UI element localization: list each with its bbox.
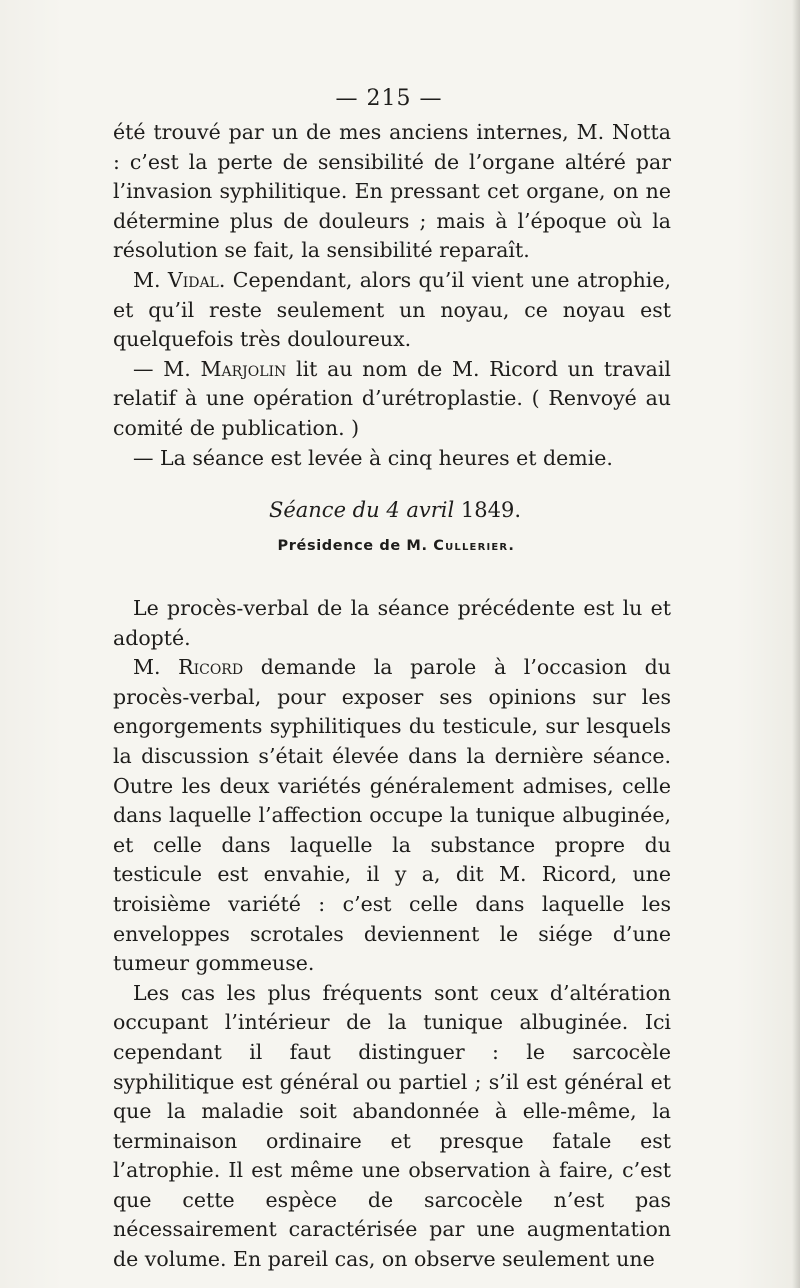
paragraph-continuation	[113, 118, 671, 266]
session-heading	[0, 498, 790, 522]
president-name: Cullerier	[433, 538, 509, 554]
paragraph-prefix: — M.	[133, 356, 201, 381]
paragraph-ricord	[113, 653, 671, 979]
speaker-name: Ricord	[178, 655, 244, 680]
presidency-suffix: .	[508, 538, 515, 554]
session-year: 1849.	[460, 498, 522, 522]
paragraph-text: . Cependant, alors qu’il vient une atrophie, et qu’il reste seulement un noyau, ce noyau est quelquefois très douloureux.	[113, 267, 671, 352]
speaker-name: Vidal	[167, 267, 219, 292]
paragraph-text: Le procès-verbal de la séance précédente est lu et adopté.	[113, 596, 671, 650]
paragraph-marjolin	[113, 355, 671, 444]
page-number: — 215 —	[335, 86, 443, 111]
paragraph-vidal	[113, 266, 671, 355]
paragraph-proces-verbal	[113, 594, 671, 653]
paragraph-text: lit au nom de M. Ricord un travail relatif à une opération d’urétroplastie. ( Renvoyé au comité de publication. )	[113, 356, 671, 440]
paragraph-cas-frequents	[113, 979, 671, 1275]
paragraph-closing	[113, 444, 671, 474]
paragraph-text: demande la parole à l’occasion du procès-verbal, pour exposer ses opinions sur les engorgements syphilitiques du testicule, sur lesquels la discussion s’était élevée dans la dernière séance. Outre les deux variétés généralement admises, celle dans laquelle l’affection occupe la tunique albuginée, et celle dans laquelle la substance propre du testicule est envahie, il y a, dit M. Ricord, une troisième variété : c’est celle dans laquelle les enveloppes scrotales deviennent le siége d’une tumeur gommeuse.	[113, 655, 671, 976]
paragraph-prefix: M.	[133, 655, 179, 680]
text-block-bottom	[113, 594, 671, 1275]
text-block-top	[113, 118, 671, 473]
speaker-name: Marjolin	[200, 356, 287, 381]
presidency-heading	[0, 538, 792, 554]
paragraph-prefix: M.	[133, 267, 168, 292]
session-date: Séance du 4 avril	[268, 498, 455, 522]
paragraph-text: — La séance est levée à cinq heures et demie.	[133, 445, 613, 470]
paragraph-text: été trouvé par un de mes anciens internes, M. Notta : c’est la perte de sensibilité de l’organe altéré par l’invasion syphilitique. En pressant cet organe, on ne détermine plus de douleurs ; mais à l’époque où la résolution se fait, la sensibilité reparaît.	[113, 120, 671, 263]
page-edge-shadow	[792, 0, 800, 1288]
paragraph-text: Les cas les plus fréquents sont ceux d’altération occupant l’intérieur de la tunique albuginée. Ici cependant il faut distinguer : le sarcocèle syphilitique est général ou partiel ; s’il est général et que la maladie soit abandonnée à elle-même, la terminaison ordinaire et presque fatale est l’atrophie. Il est même une observation à faire, c’est que cette espèce de sarcocèle n’est pas nécessairement caractérisée par une augmentation de volume. En pareil cas, on observe seulement une	[113, 980, 671, 1272]
presidency-prefix: Présidence de M.	[277, 538, 434, 554]
